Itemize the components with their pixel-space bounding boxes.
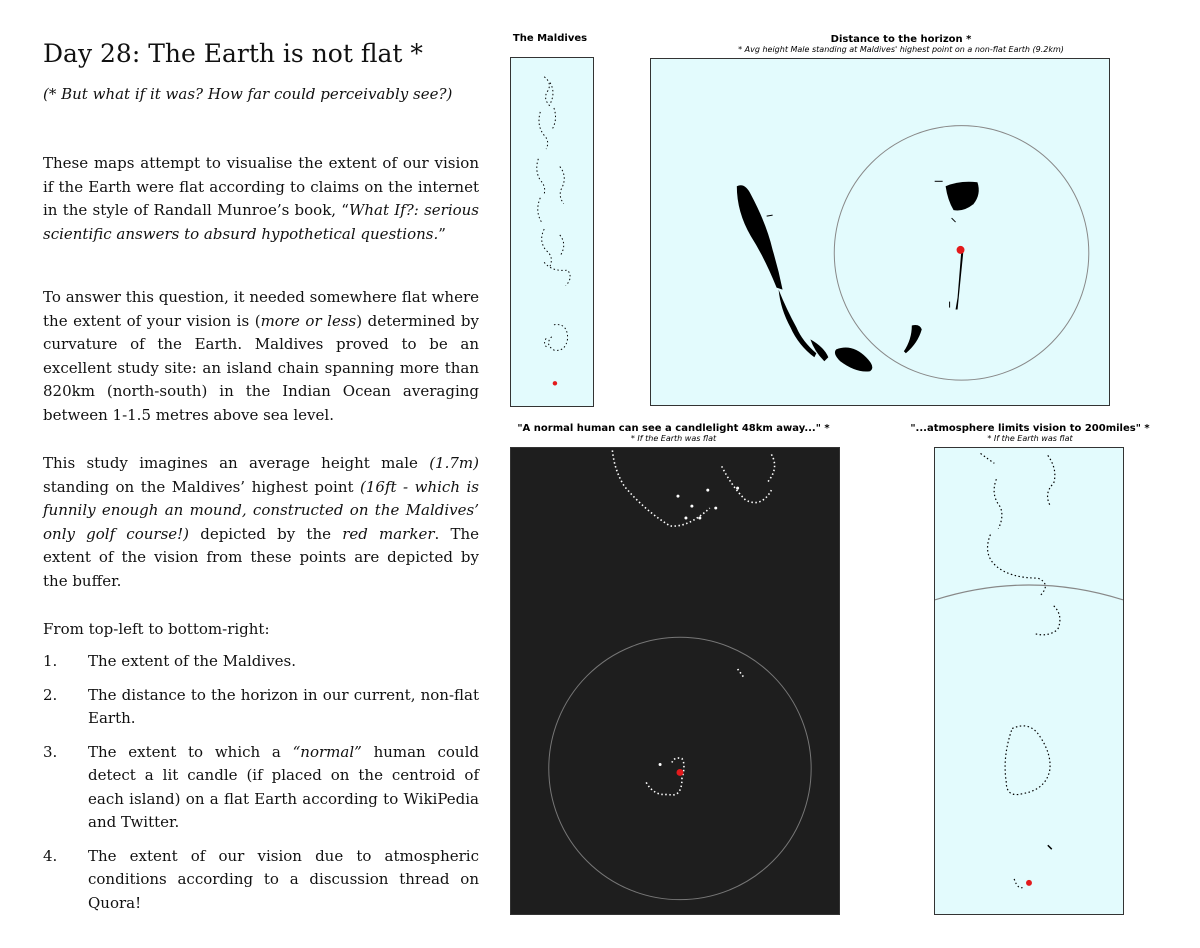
study-height: (1.7m) [429, 454, 479, 472]
list-text: The distance to the horizon in our current, non-flat Earth. [88, 685, 479, 727]
atoll-shape [737, 185, 783, 289]
atoll [560, 235, 564, 256]
atoll [1005, 726, 1050, 795]
atmosphere-map [934, 447, 1124, 915]
atoll [544, 262, 570, 285]
atolls [981, 453, 1060, 887]
list-item [43, 650, 479, 674]
study-marker-label: red marker [342, 524, 435, 543]
list-text-pre: The extent to which a [88, 742, 293, 761]
islet [767, 215, 773, 216]
horizon-map-subtitle: * Avg height Male standing at Maldives' highest point on a non-flat Earth (9.2km) [738, 45, 1064, 54]
atoll [1048, 455, 1055, 504]
candle-map-subtitle: * If the Earth was flat [630, 434, 717, 443]
candle-map-canvas [511, 448, 839, 914]
intro-paragraph [43, 152, 479, 246]
method-text: To answer this question, it needed somewhere flat where the extent of your vision is ( [43, 288, 479, 330]
atoll [544, 77, 550, 106]
intro-text-end: ” [438, 224, 446, 243]
atoll-shape [946, 182, 979, 211]
horizon-map-title: Distance to the horizon * [830, 34, 972, 45]
atoll [549, 325, 568, 351]
study-text-1: This study imagines an average height male [43, 454, 430, 472]
atmosphere-buffer [935, 585, 1123, 600]
article-subtitle: (* But what if it was? How far could perceivably see?) [43, 85, 453, 103]
article [43, 38, 480, 912]
horizon-map-canvas [651, 59, 1109, 405]
study-text-3: depicted by the [189, 524, 343, 543]
study-text-2: standing on the Maldives’ highest point [43, 477, 361, 496]
map-list [43, 650, 479, 925]
islets [767, 181, 956, 307]
list-number: 1. [43, 652, 58, 670]
book-title: What If?: serious scientific answers to absurd hypothetical questions. [43, 201, 480, 243]
islets [659, 487, 740, 766]
atoll-shape [904, 325, 922, 353]
order-paragraph: From top-left to bottom-right: [43, 620, 270, 638]
candle-buffer [549, 637, 811, 899]
atoll [738, 669, 744, 677]
islet [1048, 845, 1052, 849]
viewpoint-marker [676, 769, 683, 776]
atoll [552, 108, 556, 129]
atmosphere-map-subtitle: * If the Earth was flat [987, 434, 1073, 443]
landmass [737, 182, 979, 372]
atoll [646, 758, 684, 795]
candle-map-title: "A normal human can see a candlelight 48km away..." * [517, 423, 830, 434]
list-number: 4. [43, 846, 58, 865]
list-number: 2. [43, 685, 58, 704]
study-paragraph [43, 452, 479, 593]
maldives-map-title: The Maldives [512, 33, 588, 44]
atoll-shape [956, 248, 964, 310]
list-number: 3. [43, 742, 58, 761]
atolls [537, 77, 570, 351]
candle-map [510, 447, 840, 915]
atoll [722, 466, 772, 502]
atoll [560, 167, 564, 204]
maldives-map-canvas [511, 58, 593, 406]
viewpoint-marker [1026, 880, 1032, 886]
intro-text: These maps attempt to visualise the extent of our vision if the Earth were flat according to claims on the internet in the style of Randall Munroe’s book, “ [43, 154, 479, 219]
atoll [545, 338, 549, 348]
atoll [542, 229, 552, 266]
method-emphasis: more or less [260, 311, 357, 330]
atoll [994, 479, 1002, 528]
atoll [537, 159, 545, 194]
list-item [43, 845, 479, 916]
horizon-map [650, 58, 1110, 406]
list-text-emphasis: “normal” [292, 742, 362, 761]
method-text-end: ) determined by curvature of the Earth. Maldives proved to be an excellent study site: an island chain spanning more than 820km (north-south) in the Indian Ocean averaging between 1-1.5 metres above sea level. [43, 311, 480, 424]
viewpoint-marker [957, 246, 965, 254]
islet [952, 218, 956, 222]
atmosphere-map-canvas [935, 448, 1123, 914]
maldives-map [510, 57, 594, 407]
atolls [612, 450, 774, 795]
article-title: Day 28: The Earth is not flat * [43, 39, 423, 68]
study-note: (16ft - which is funnily enough an mound, constructed on the Maldives’ only golf course!) [43, 477, 479, 543]
list-item [43, 684, 479, 731]
atoll [1034, 606, 1060, 635]
list-text-post: human could detect a lit candle (if placed on the centroid of each island) on a flat Earth according to WikiPedia and Twitter. [88, 742, 479, 831]
atoll [767, 454, 774, 482]
atmosphere-map-title: "...atmosphere limits vision to 200miles" * [910, 423, 1150, 434]
list-item [43, 741, 479, 835]
atoll [612, 450, 709, 526]
list-text: The extent of our vision due to atmospheric conditions according to a discussion thread on Quora! [88, 846, 479, 912]
method-paragraph [43, 286, 479, 427]
atoll [1014, 879, 1024, 888]
list-text [88, 741, 479, 835]
atoll-shape [835, 348, 872, 372]
atoll [539, 112, 548, 149]
atoll [981, 453, 995, 463]
atoll [538, 198, 542, 223]
viewpoint-marker [553, 381, 557, 385]
study-text-4: . The extent of the vision from these points are depicted by the buffer. [43, 524, 479, 590]
atoll-shape [779, 290, 817, 358]
list-text: The extent of the Maldives. [88, 652, 297, 670]
atoll-shape [810, 339, 828, 361]
atoll [550, 83, 553, 104]
